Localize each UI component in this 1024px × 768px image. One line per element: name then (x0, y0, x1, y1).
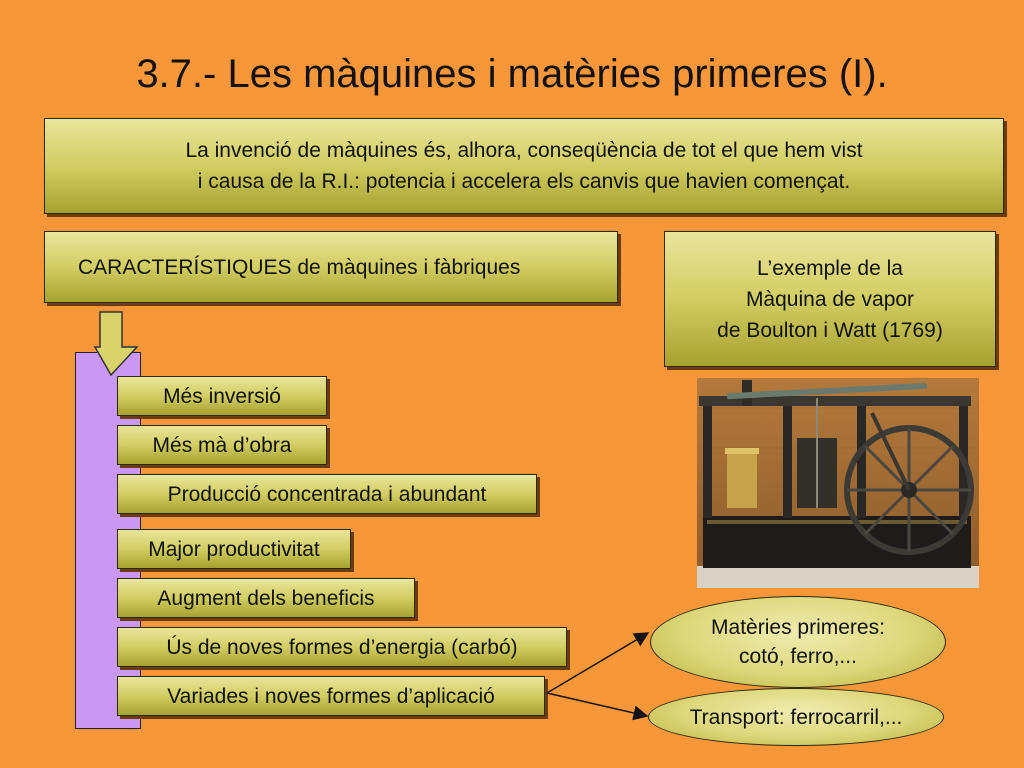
characteristic-item: Ús de noves formes d’energia (carbó) (117, 627, 567, 667)
raw-materials-line-1: Matèries primeres: (711, 616, 885, 639)
example-line-1: L’exemple de la (757, 256, 903, 280)
characteristic-item: Augment dels beneficis (117, 578, 415, 618)
characteristics-label-bold: CARACTERÍSTIQUES (78, 255, 292, 279)
characteristics-label-rest: de màquines i fàbriques (291, 255, 521, 279)
raw-materials-ellipse (650, 596, 946, 688)
characteristic-item: Més mà d’obra (117, 425, 327, 465)
transport-ellipse: Transport: ferrocarril,... (648, 688, 944, 746)
intro-line-2: i causa de la R.I.: potencia i accelera els canvis que havien començat. (197, 170, 851, 193)
characteristic-item: Producció concentrada i abundant (117, 474, 537, 514)
raw-materials-line-2: cotó, ferro,... (739, 645, 857, 668)
characteristic-item: Més inversió (117, 376, 327, 416)
characteristic-item: Variades i noves formes d’aplicació (117, 676, 545, 716)
example-line-3: de Boulton i Watt (1769) (717, 318, 943, 342)
characteristic-item: Major productivitat (117, 529, 351, 569)
example-line-2: Màquina de vapor (745, 287, 915, 311)
slide-title: 3.7.- Les màquines i matèries primeres (I). (136, 52, 888, 96)
intro-line-1: La invenció de màquines és, alhora, conseqüència de tot el que hem vist (185, 139, 863, 162)
